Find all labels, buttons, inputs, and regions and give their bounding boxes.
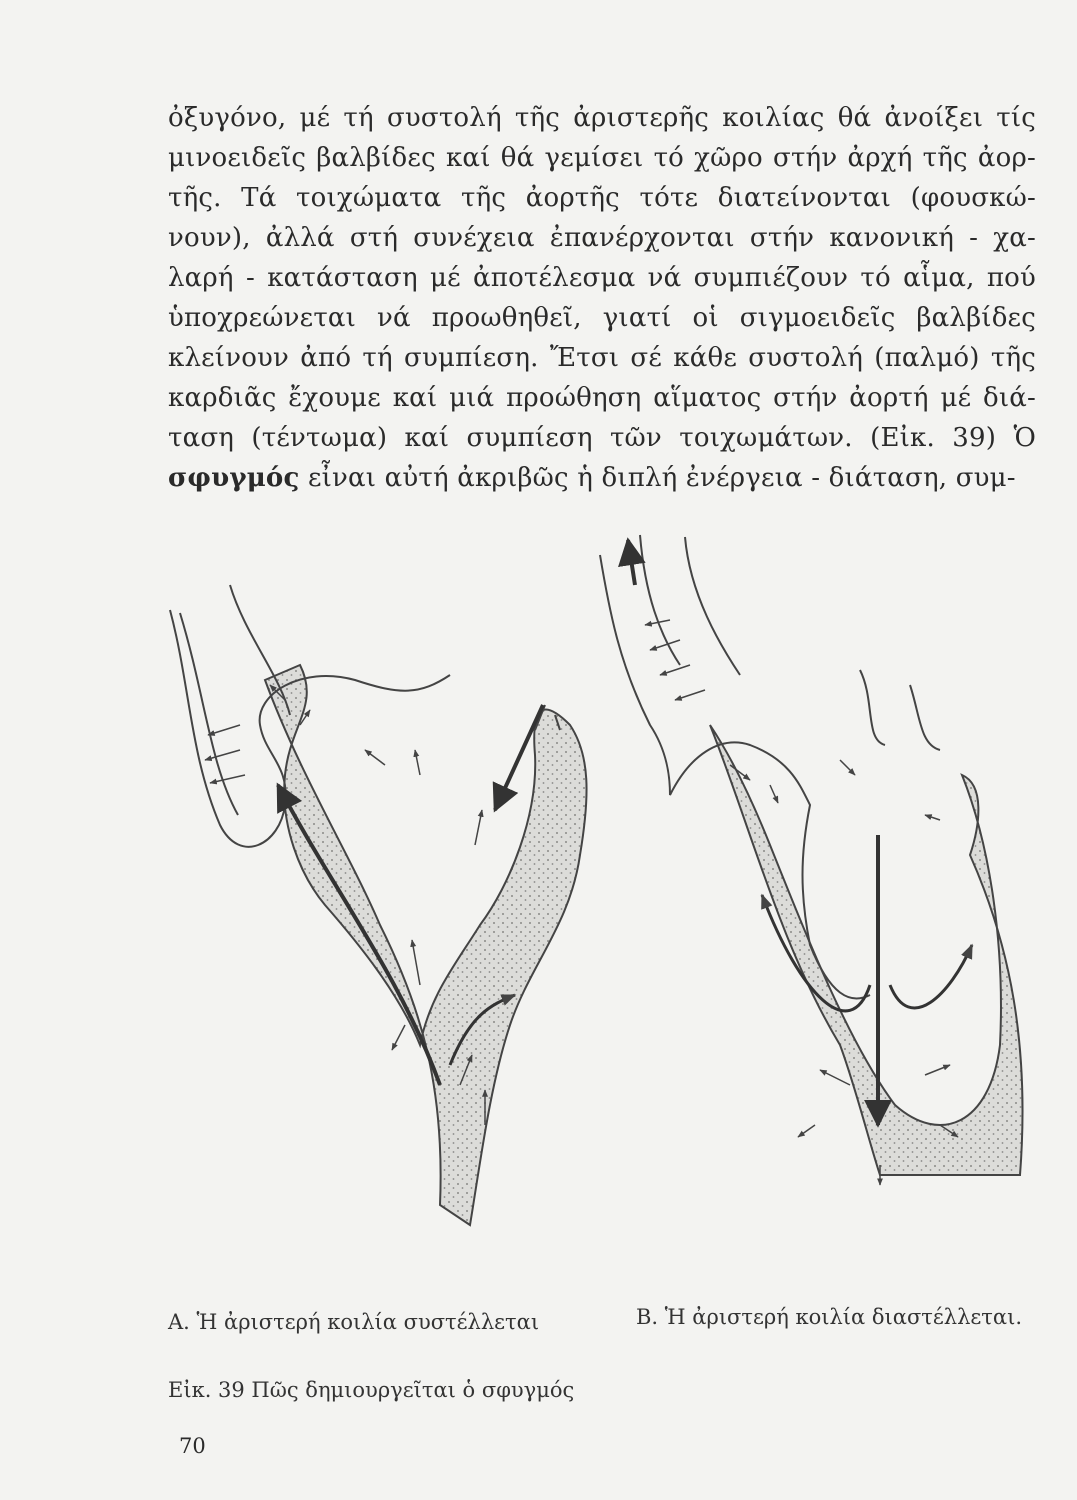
text-line: ταση (τέντωμα) καί συμπίεση τῶν τοιχωμάτων. (Εἰκ. 39) Ὁ	[168, 423, 1036, 453]
figure-title: Εἰκ. 39 Πῶς δημιουργεῖται ὁ σφυγμός	[168, 1378, 575, 1402]
text-line-last	[168, 458, 1036, 498]
text-line: κλείνουν ἀπό τή συμπίεση. Ἔτσι σέ κάθε συστολή (παλμό) τῆς	[168, 343, 1036, 373]
caption-a: Α. Ἡ ἀριστερή κοιλία συστέλλεται	[168, 1310, 540, 1334]
text-line-rest: εἶναι αὐτή ἀκριβῶς ἡ διπλή ἐνέργεια - διάταση, συμ-	[299, 463, 1016, 493]
text-line: μινοειδεῖς βαλβίδες καί θά γεμίσει τό χῶρο στήν ἀρχή τῆς ἀορ-	[168, 143, 1036, 173]
heart-diagram	[150, 525, 1050, 1295]
heart-b	[600, 535, 1023, 1185]
caption-b: Β. Ἡ ἀριστερή κοιλία διαστέλλεται.	[636, 1305, 1022, 1329]
text-line: ὑποχρεώνεται νά προωθηθεῖ, γιατί οἱ σιγμοειδεῖς βαλβίδες	[168, 303, 1036, 333]
text-line: τῆς. Τά τοιχώματα τῆς ἀορτῆς τότε διατείνονται (φουσκώ-	[168, 183, 1036, 213]
text-line: λαρή - κατάσταση μέ ἀποτέλεσμα νά συμπιέζουν τό αἷμα, πού	[168, 263, 1036, 293]
text-line: καρδιᾶς ἔχουμε καί μιά προώθηση αἵματος στήν ἀορτή μέ διά-	[168, 383, 1036, 413]
heart-a	[170, 585, 587, 1225]
text-line: νουν), ἀλλά στή συνέχεια ἐπανέρχονται στήν κανονική - χα-	[168, 223, 1036, 253]
ventricle-wall-a	[265, 665, 587, 1225]
text-line: ὀξυγόνο, μέ τή συστολή τῆς ἀριστερῆς κοιλίας θά ἀνοίξει τίς	[168, 103, 1036, 133]
bold-term: σφυγμός	[168, 463, 300, 493]
page-number: 70	[179, 1434, 206, 1458]
ventricle-wall-b	[710, 725, 1023, 1175]
